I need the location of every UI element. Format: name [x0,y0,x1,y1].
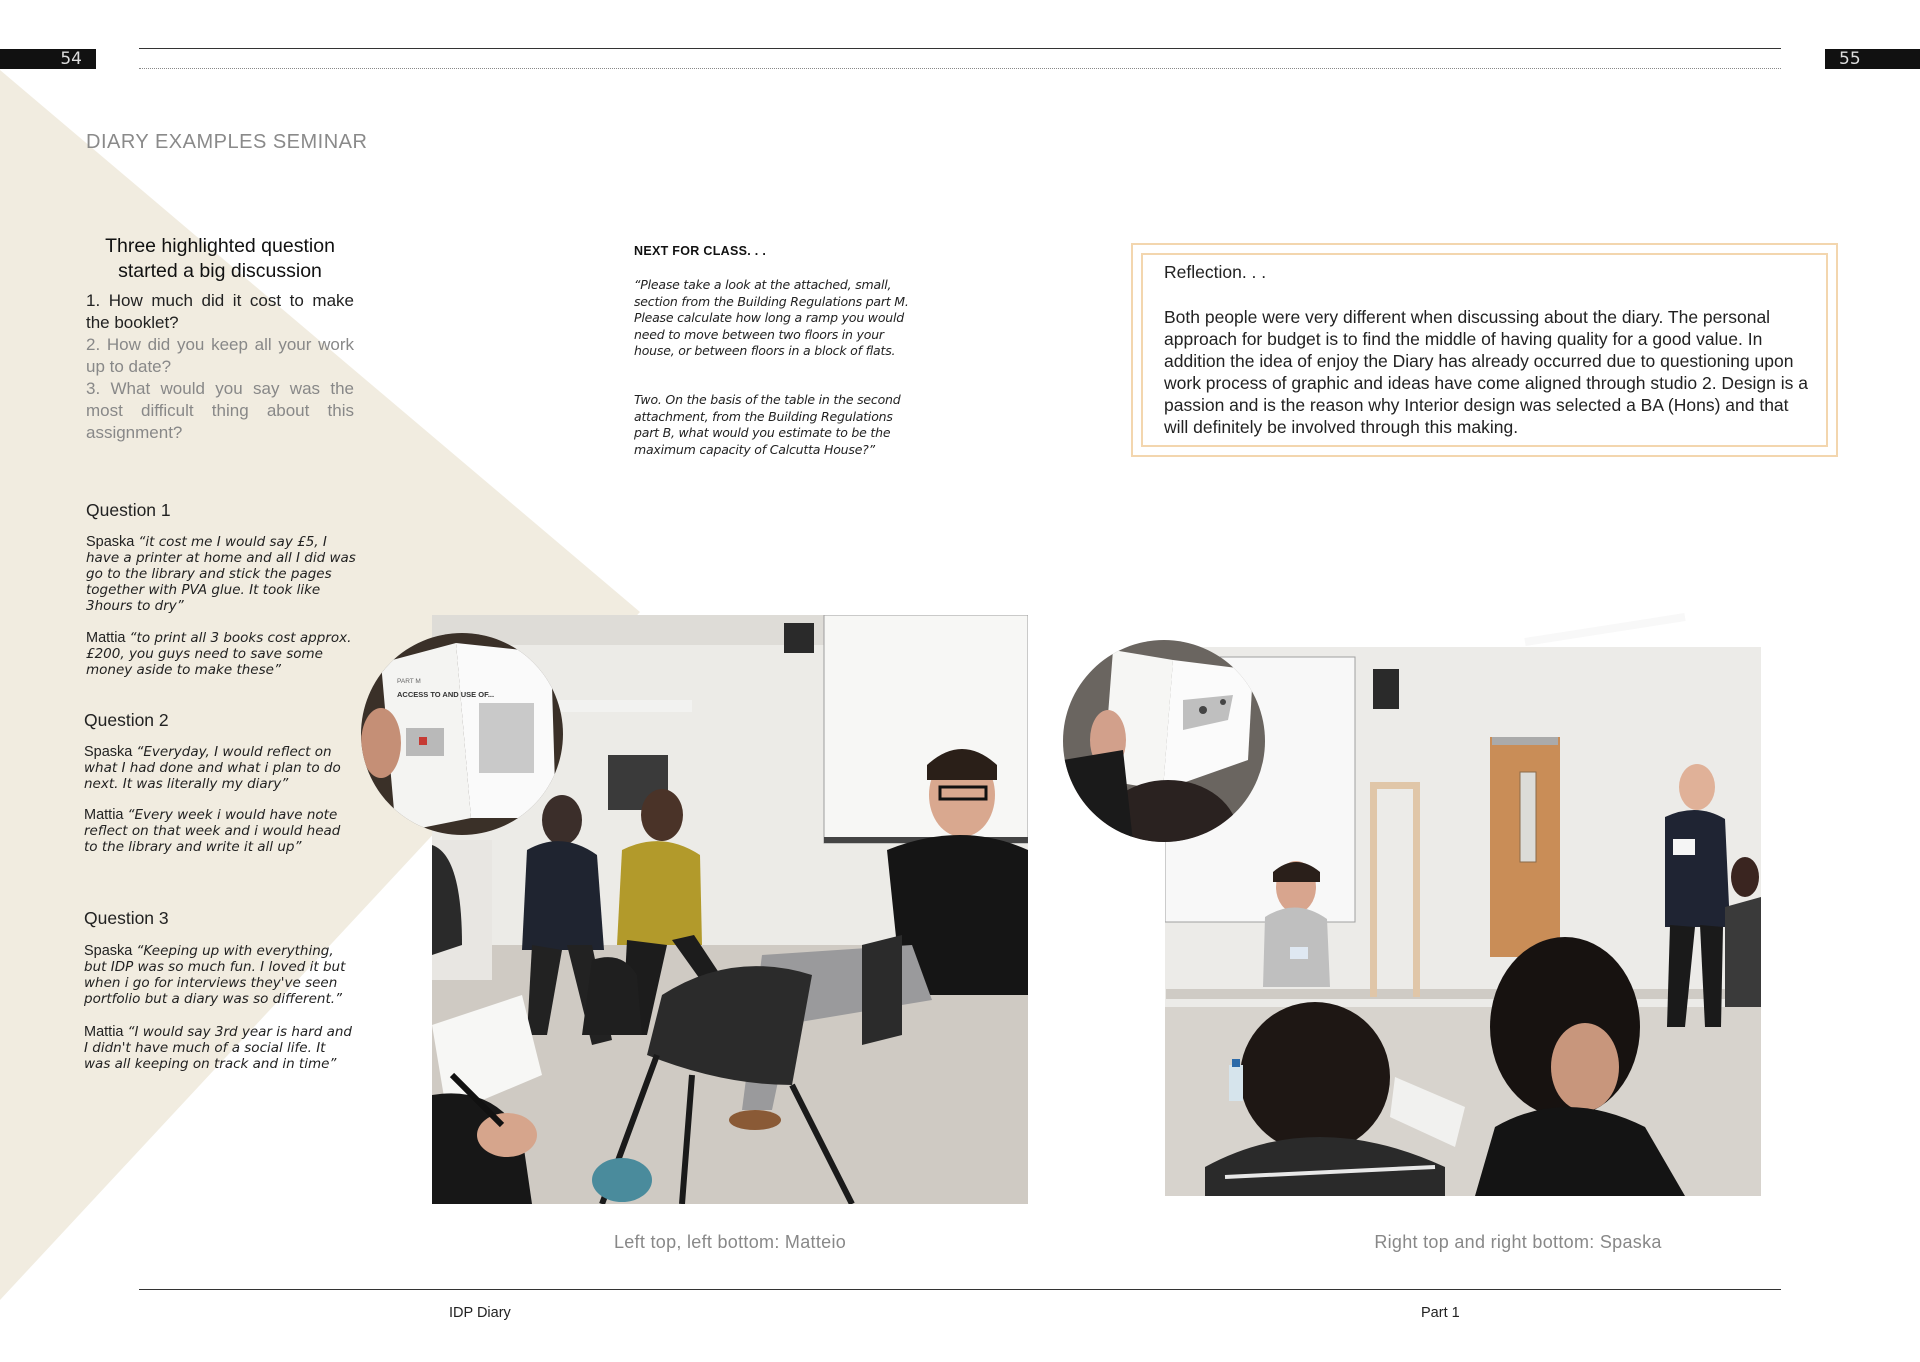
booklet-inset-right [1063,640,1265,842]
answer-quote: Spaska “Keeping up with everything, but IDP was so much fun. I loved it but when i go for interviews they've seen portfolio but a diary was so different.” [84,943,346,1007]
top-rule [139,48,1781,49]
section-title: DIARY EXAMPLES SEMINAR [86,131,368,153]
next-for-class-paragraph-2: Two. On the basis of the table in the second attachment, from the Building Regulations part B, what would you estimate to be the maximum capacity of Calcutta House?” [634,392,901,457]
question-item: 2. How did you keep all your work up to date? [86,335,354,376]
footer-right: Part 1 [1421,1305,1460,1321]
reflection-title: Reflection. . . [1164,262,1267,282]
answer-title-2: Question 2 [84,710,169,730]
caption-left: Left top, left bottom: Matteio [613,1232,847,1252]
bottom-rule [139,1289,1781,1290]
caption-right: Right top and right bottom: Spaska [1374,1232,1662,1252]
answer-quote: Spaska “it cost me I would say £5, I have a printer at home and all I did was go to the library and stick the pages together with PVA glue. It took like 3hours to dry” [86,534,356,614]
question-item: 1. How much did it cost to make the booklet? [86,291,354,332]
next-for-class-title: NEXT FOR CLASS. . . [634,244,767,258]
booklet-heading: ACCESS TO AND USE OF... [397,690,495,699]
reflection-body: Both people were very different when discussing about the diary. The personal approach for budget is to find the middle of having quality for a good value. In addition the idea of enjoy the Diary has already occurred due to questioning upon work process of graphic and ideas have come aligned through studio 2. Design is a passion and is the reason why Interior design was selected a BA (Hons) and that will definitely be involved through this making. [1164,307,1808,437]
booklet-part-label: PART M [397,678,421,685]
top-dotted-rule [139,68,1781,69]
answer-title-3: Question 3 [84,908,169,928]
answer-title-1: Question 1 [86,500,171,520]
next-for-class-paragraph-1: “Please take a look at the attached, small, section from the Building Regulations part M. Please calculate how long a ramp you would need to move between two floors in your house, or between floors in a block of flats. [634,277,909,358]
questions-list [86,290,354,444]
page-number-right: 55 [1825,49,1920,69]
answer-quote: Mattia “I would say 3rd year is hard and I didn't have much of a social life. It was all keeping on track and in time” [84,1024,352,1072]
answer-quote: Spaska “Everyday, I would reflect on what I had done and what i plan to do next. It was literally my diary” [84,744,341,792]
answer-quote: Mattia “Every week i would have note reflect on that week and i would head to the library and write it all up” [84,807,341,855]
question-item: 3. What would you say was the most difficult thing about this assignment? [86,379,354,442]
booklet-inset-left [361,633,563,835]
footer-left: IDP Diary [449,1305,511,1321]
questions-heading: Three highlighted question started a big discussion [105,235,335,282]
page-number-left: 54 [0,49,96,69]
answer-quote: Mattia “to print all 3 books cost approx. £200, you guys need to save some money aside to make these” [86,630,352,678]
